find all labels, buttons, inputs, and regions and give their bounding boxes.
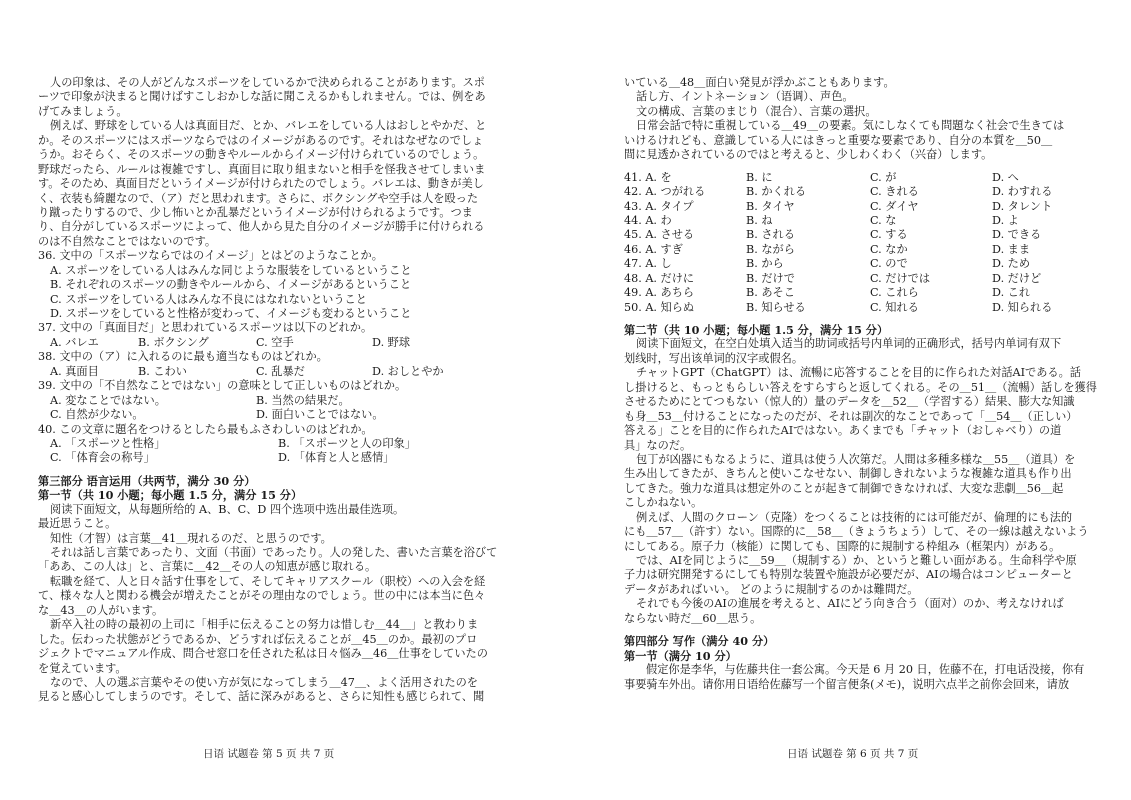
passage-line: げてみましょう。 (38, 104, 128, 118)
option: 44. A. わ (624, 213, 672, 227)
part3-heading: 第三部分 语言运用（共两节，满分 30 分） (38, 473, 256, 488)
option: B. それぞれのスポーツの動きやルールから、イメージがあるということ (50, 278, 412, 292)
passage-line: いけるけれども、意識している人にはきっと重要な要素であり、自分の本質を＿50＿ (624, 133, 1053, 147)
passage-line: チャットGPT（ChatGPT）は、流暢に応答することを目的に作られた対話AIである。話 (636, 366, 1081, 380)
writing-prompt-line: 事要骑车外出。请你用日语给佐藤写一个留言便条(メモ)，说明六点半之前你会回来，请放 (624, 677, 1070, 691)
option: D. スポーツをしていると性格が変わって、イメージも変わるということ (50, 307, 412, 320)
option: B. 「スポーツと人の印象」 (278, 436, 416, 450)
option: C. 空手 (256, 335, 294, 349)
option: D. 「体育と人と感情」 (278, 451, 395, 465)
passage-line: 子力は研究開発するにしても特別な装置や施設が必要だが、AIの場合はコンピューターと (624, 568, 1073, 582)
option: B. 知らせる (746, 300, 806, 314)
passage-line: にも＿57＿（許す）ない。国際的に＿58＿（きょうちょう）して、その一線は越えないよう (624, 525, 1089, 539)
passage-line: も身＿53＿付けることになったのだが、それは副次的なことであって「＿54＿（正しい） (624, 409, 1078, 423)
option: D. 面白いことではない。 (256, 408, 384, 422)
reading-passage (38, 76, 543, 249)
passage-line: 包丁が凶器にもなるように、道具は使う人次第だ。人間は多種多様な＿55＿（道具）を (636, 452, 1076, 466)
passage-line: 生み出してきたが、きちんと使いこなせない、制御しきれないような複雑な道具も作り出 (624, 467, 1072, 481)
question-stem: 40. この文章に題名をつけるとしたら最もふさわしいのはどれか。 (38, 422, 373, 436)
option: A. バレエ (50, 335, 99, 349)
option-table (624, 171, 1104, 315)
writing-section-heading: 第一节（满分 10 分） (624, 648, 737, 663)
question-stem: 36. 文中の「スポーツならではのイメージ」とはどのようなことか。 (38, 249, 383, 263)
section1-heading: 第一节（共 10 小题；每小题 1.5 分，满分 15 分） (38, 488, 303, 503)
section2-instruction: 划线时，写出该单词的汉字或假名。 (624, 351, 804, 365)
passage-line: させるためにとてつもない（惊人的）量のデータを＿52＿（学習する）結果、膨大な知識 (624, 395, 1075, 409)
question-stem: 38. 文中の（ア）に入れるのに最も適当なものはどれか。 (38, 350, 328, 364)
option: D. わすれる (992, 185, 1053, 199)
fill-in-passage (624, 366, 1104, 626)
option: C. 知れる (870, 300, 919, 314)
option: C. だけでは (870, 271, 931, 285)
question-stem: 37. 文中の「真面目だ」と思われているスポーツは以下のどれか。 (38, 321, 373, 335)
passage-line: し掛けると、もっともらしい答えをすらすらと返してくれる。その＿51＿（流暢）話しを獲得 (624, 380, 1097, 394)
section2-instruction: 阅读下面短文，在空白处填入适当的助词或括号内单词的正确形式，括号内单词有双下 (636, 337, 1062, 351)
option: A. 「スポーツと性格」 (50, 436, 166, 450)
option: D. 知られる (992, 300, 1053, 314)
passage-line: 例えば、人間のクローン（克隆）をつくることは技術的には可能だが、倫理的にも法的 (636, 510, 1073, 524)
option: C. スポーツをしている人はみんな不良にはなれないということ (50, 292, 367, 306)
option-row (38, 408, 543, 422)
option: 47. A. し (624, 257, 672, 271)
passage-line: 見ると感心してしまうのです。そして、話に深みがあると、さらに知性も感じられて、聞 (38, 690, 485, 704)
passage-line: 転職を経て、人と日々話す仕事をして、そしてキャリアスクール（职校）への入会を経 (50, 574, 486, 588)
passage-line: こしかねない。 (624, 496, 703, 510)
option: B. かくれる (746, 185, 807, 199)
question-38 (38, 350, 543, 379)
passage-line: データがあればいい。 どのように規制するのかは難問だ。 (624, 582, 919, 596)
option: C. ダイヤ (870, 199, 919, 213)
option: C. する (870, 228, 908, 242)
option: D. タレント (992, 199, 1053, 213)
writing-prompt-line: 假定你是李华，与佐藤共住一套公寓。今天是 6 月 20 日，佐藤不在，打电话没接，你有 (646, 663, 1085, 677)
option-row (624, 171, 1104, 185)
passage-line: り蹴ったりするので、少し怖いとか乱暴だというイメージが付けられるようです。つま (38, 205, 473, 219)
passage-line: 新卒入社の時の最初の上司に「相手に伝えることの努力は惜しむ＿44＿」と教わりま (50, 618, 479, 632)
passage-line: 文の構成、言葉のまじり（混合）、言葉の選択。 (636, 104, 877, 118)
option-row (624, 185, 1104, 199)
option-row (38, 336, 543, 350)
passage-line: 例えば、野球をしている人は真面目だ、とか、バレエをしている人はおしとやかだ、と (50, 119, 487, 133)
option: B. ね (746, 213, 773, 227)
option: 43. A. タイプ (624, 199, 694, 213)
option: B. だけで (746, 271, 795, 285)
cloze-passage (38, 517, 543, 705)
section1-instruction: 阅读下面短文，从每题所给的 A、B、C、D 四个选项中选出最佳选项。 (50, 502, 405, 516)
option-row (38, 365, 543, 379)
passage-line: 間に見透かされているのではと考えると、少しわくわく（兴奋）します。 (624, 148, 993, 162)
option-row (624, 286, 1104, 300)
option: B. タイヤ (746, 199, 795, 213)
left-page (0, 0, 565, 800)
passage-line: 人の印象は、その人がどんなスポーツをしているかで決められることがあります。スポ (50, 76, 485, 89)
passage-line: ジェクトでマニュアル作成、問合せ窓口を任された私は日々悩み＿46＿仕事をしていたの (38, 647, 488, 661)
option: C. 乱暴だ (256, 364, 305, 378)
passage-line: 最近思うこと。 (38, 517, 117, 531)
passage-line: り、自分がしているスポーツによって、他人から見た自分のイメージが勝手に付けられる (38, 220, 485, 234)
option: 45. A. させる (624, 228, 695, 242)
option-row (624, 200, 1104, 214)
option: D. へ (992, 170, 1019, 184)
option: C. が (870, 170, 897, 184)
passage-line: 知性（才智）は言葉＿41＿現れるのだ、と思うのです。 (50, 531, 332, 545)
option: A. スポーツをしている人はみんな同じような服装をしているということ (50, 263, 412, 277)
option-row (624, 243, 1104, 257)
passage-line: 話し方、イントネーション（语调）、声色。 (636, 90, 854, 104)
option: 46. A. すぎ (624, 242, 683, 256)
option: B. に (746, 170, 773, 184)
option: 48. A. だけに (624, 271, 695, 285)
passage-line: く、衣装も綺麗なので、（ア）だと思われます。さらに、ボクシングや空手は人を殴った (38, 191, 479, 205)
question-39 (38, 379, 543, 422)
option: B. あそこ (746, 286, 795, 300)
option-row (624, 214, 1104, 228)
option: C. これら (870, 286, 919, 300)
option: B. 当然の結果だ。 (256, 393, 350, 407)
option: D. ため (992, 257, 1031, 271)
option: B. ながら (746, 242, 795, 256)
question-36 (38, 249, 543, 321)
option: B. ボクシング (138, 335, 209, 349)
part4-heading: 第四部分 写作（满分 40 分） (624, 634, 775, 649)
option: D. これ (992, 286, 1031, 300)
question-37 (38, 321, 543, 350)
option: 41. A. を (624, 170, 672, 184)
passage-line: では、AIを同じように＿59＿（規制する）か、というと難しい面がある。生命科学や原 (636, 554, 1077, 567)
option: C. きれる (870, 185, 919, 199)
section2-heading: 第二节（共 10 小题；每小题 1.5 分，满分 15 分） (624, 323, 889, 337)
option-row (624, 301, 1104, 315)
passage-line: て、様々な人と関わる機会が増えたことがその理由なのでしょう。世の中には本当に色々 (38, 589, 486, 603)
passage-line: のは不自然なことではないのです。 (38, 234, 217, 248)
question-stem: 39. 文中の「不自然なことではない」の意味として正しいものはどれか。 (38, 379, 407, 393)
cloze-passage-continued (624, 76, 1104, 163)
passage-line: ーツで印象が決まると聞けばすこしおかしな話に聞こえるかもしれません。では、例をあ (38, 90, 486, 104)
option-row (38, 394, 543, 408)
passage-line: それは話し言葉であったり、文面（书面）であったり。人の発した、書いた言葉を浴びて (50, 546, 498, 559)
right-column (624, 76, 1104, 692)
passage-line: それでも今後のAIの進展を考えると、AIにどう向き合う（面对）のか、考えなければ (636, 597, 1064, 611)
passage-line: す。そのため、真面目だというイメージが付けられたのでしょう。バレエは、動きが美し (38, 177, 484, 191)
option: D. だけど (992, 271, 1042, 285)
option-row (38, 437, 543, 451)
option: C. な (870, 213, 897, 227)
option-row (38, 451, 543, 465)
passage-line: なので、人の選ぶ言葉やその使い方が気になってしまう＿47＿、よく活用されたのを (50, 675, 478, 689)
passage-line: にしてある。原子力（核能）に関しても、国際的に規制する枠組み（框架内）がある。 (624, 539, 1061, 553)
option: C. 「体育会の称号」 (50, 451, 155, 465)
passage-line: 「ああ、この人は」と、言葉に＿42＿その人の知恵が感じ取れる。 (38, 560, 377, 574)
option: 50. A. 知らぬ (624, 300, 695, 314)
left-column (38, 76, 543, 705)
passage-line: いている＿48＿面白い発見が浮かぶこともあります。 (624, 76, 895, 89)
page-footer: 日语 试题卷 第 6 页 共 7 页 (787, 748, 919, 760)
option: 49. A. あちら (624, 286, 695, 300)
passage-line: 野球だったら、ルールは複雑ですし、真面目に取り組まないと相手を怪我させてしまいま (38, 162, 486, 176)
passage-line: ならない時だ＿60＿思う。 (624, 611, 762, 625)
right-page (565, 0, 1131, 800)
passage-line: した。伝わった状態がどうであるか、どうすれば伝えることが＿45＿のか。最初のプロ (38, 632, 478, 646)
passage-line: を覚えています。 (38, 661, 127, 675)
option: 42. A. つがれる (624, 185, 706, 199)
option: A. 真面目 (50, 364, 99, 378)
option: D. できる (992, 228, 1042, 242)
option-row (624, 257, 1104, 271)
option: C. なか (870, 242, 908, 256)
passage-line: な＿43＿の人がいます。 (38, 603, 164, 617)
passage-line: 日常会話で特に重視している＿49＿の要素。気にしなくても問題なく社会で生きては (636, 119, 1065, 133)
option: D. まま (992, 242, 1031, 256)
option: D. よ (992, 213, 1019, 227)
option: B. される (746, 228, 795, 242)
option: C. 自然が少ない。 (50, 408, 144, 422)
option-row (624, 272, 1104, 286)
option: B. から (746, 257, 784, 271)
page-footer: 日语 试题卷 第 5 页 共 7 页 (203, 748, 335, 760)
question-40 (38, 423, 543, 466)
option: B. こわい (138, 364, 187, 378)
passage-line: 答える」ことを目的に作られたAIではない。あくまでも「チャット（おしゃべり）の道 (624, 424, 1062, 438)
passage-line: してきた。強力な道具は想定外のことが起きて制御できなければ、大変な悲劇＿56＿起 (624, 481, 1064, 495)
option: D. 野球 (372, 335, 411, 349)
passage-line: 具」なのだ。 (624, 438, 692, 452)
option-row (624, 228, 1104, 242)
option: C. ので (870, 257, 908, 271)
option: D. おしとやか (372, 364, 444, 378)
passage-line: うか。おそらく、そのスポーツの動きやルールからイメージ付けられているのでしょう。 (38, 148, 485, 162)
option: A. 変なことではない。 (50, 393, 166, 407)
passage-line: か。そのスポーツにはスポーツならではのイメージがあるのです。それはなぜなのでしょ (38, 133, 484, 147)
